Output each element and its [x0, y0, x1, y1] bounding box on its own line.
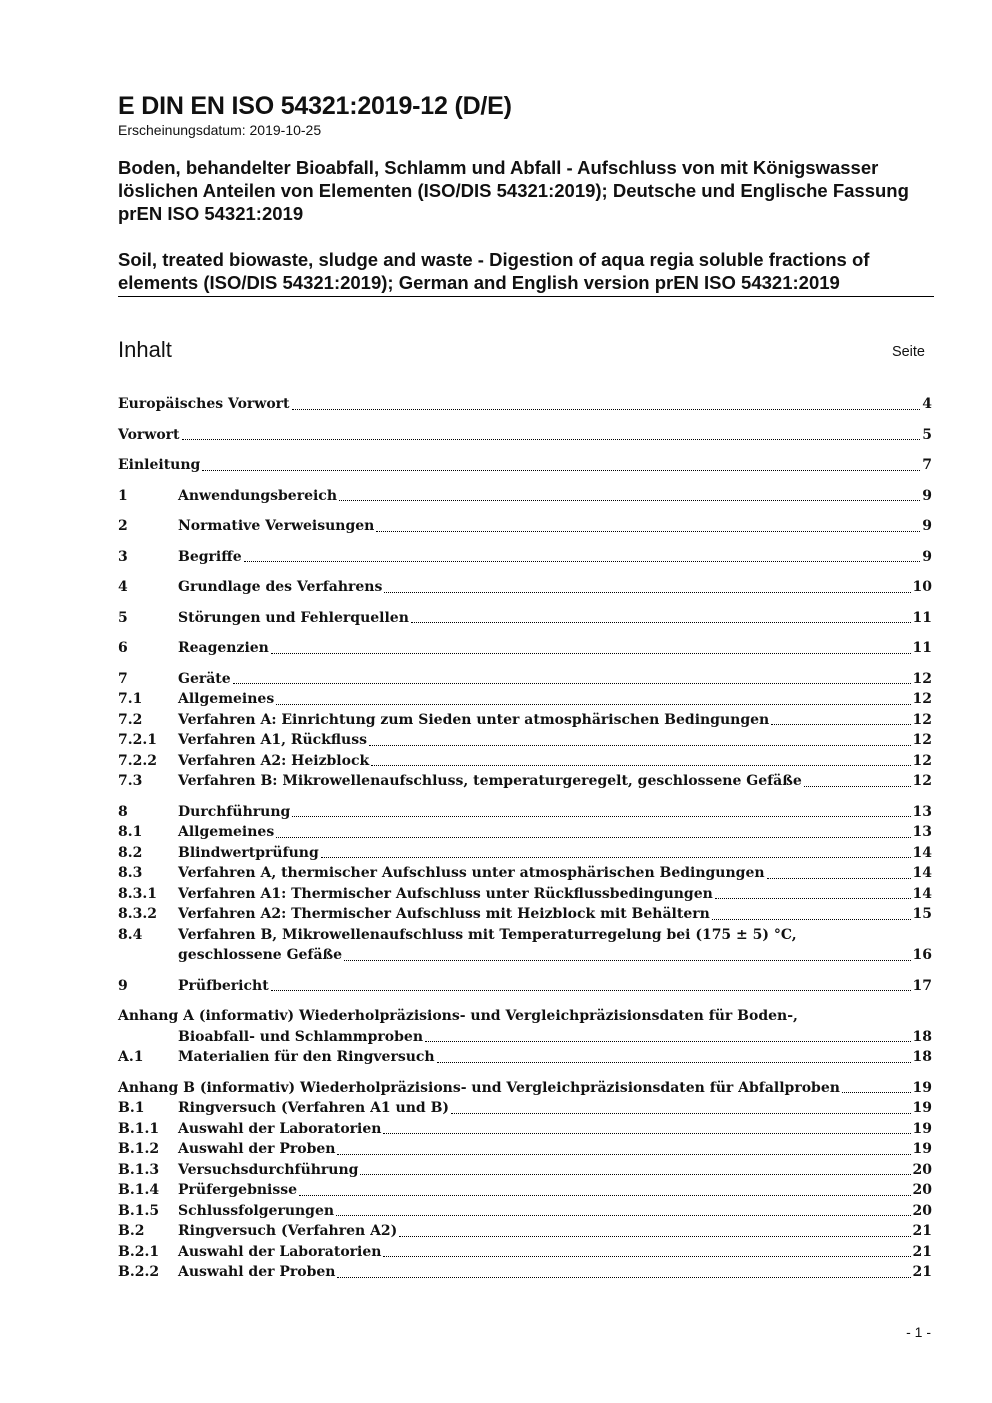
toc-entry-page: 21	[912, 1264, 932, 1280]
toc-entry-title: Prüfbericht	[178, 977, 269, 994]
toc-entry[interactable]	[118, 730, 932, 751]
toc-entry[interactable]	[118, 486, 932, 507]
toc-entry[interactable]	[118, 669, 932, 690]
toc-entry-number: 8.2	[118, 844, 143, 861]
toc-entry-title: Blindwertprüfung	[178, 844, 319, 861]
toc-entry-title: Europäisches Vorwort	[118, 396, 290, 412]
document-id: E DIN EN ISO 54321:2019-12 (D/E)	[118, 92, 512, 120]
toc-entry-page: 20	[912, 1182, 932, 1198]
toc-entry-page: 21	[912, 1223, 932, 1239]
toc-entry[interactable]	[118, 638, 932, 659]
toc-entry-number: 8.1	[118, 824, 143, 840]
toc-entry[interactable]	[118, 577, 932, 598]
toc-entry[interactable]	[118, 1098, 932, 1119]
toc-entry-page: 11	[912, 609, 932, 626]
toc-entry-number: A.1	[118, 1049, 144, 1065]
toc-entry-title: Durchführung	[178, 803, 291, 820]
toc-entry-title: Materialien für den Ringversuch	[178, 1049, 435, 1065]
toc-entry-title: Schlussfolgerungen	[178, 1202, 335, 1219]
toc-entry-title: Ringversuch (Verfahren A1 und B)	[178, 1100, 450, 1116]
toc-entry-number: B.1.2	[118, 1141, 160, 1157]
table-of-contents	[118, 394, 932, 1283]
toc-entry[interactable]	[118, 1180, 932, 1201]
toc-entry[interactable]	[118, 1201, 932, 1222]
toc-entry-page: 20	[912, 1161, 932, 1178]
toc-entry-page: 15	[912, 906, 932, 922]
toc-entry-page: 14	[912, 865, 932, 881]
toc-entry-page: 16	[912, 947, 932, 963]
toc-entry-title: Ringversuch (Verfahren A2)	[178, 1223, 398, 1239]
toc-entry-page: 17	[912, 977, 932, 994]
toc-entry-title: Prüfergebnisse	[178, 1182, 298, 1198]
toc-entry-number: 7.2	[118, 711, 143, 728]
toc-entry-number: 2	[118, 518, 128, 534]
toc-entry-page: 14	[912, 844, 932, 861]
toc-entry-page: 14	[912, 885, 932, 902]
toc-entry-number: B.2	[118, 1223, 145, 1239]
toc-entry-title: Anhang A (informativ) Wiederholpräzisions- und Vergleichpräzisionsdaten für Boden-,	[118, 1008, 798, 1024]
toc-entry[interactable]	[118, 1047, 932, 1068]
toc-entry[interactable]	[118, 925, 932, 946]
toc-entry[interactable]	[118, 843, 932, 864]
toc-entry[interactable]	[118, 884, 932, 905]
page-number: - 1 -	[906, 1324, 931, 1340]
toc-entry[interactable]	[118, 904, 932, 925]
toc-entry-page: 11	[912, 640, 932, 656]
toc-entry-page: 19	[912, 1141, 932, 1157]
toc-entry-page: 19	[912, 1120, 932, 1137]
toc-entry-continuation[interactable]	[118, 945, 932, 966]
toc-entry-continuation[interactable]	[118, 1027, 932, 1048]
toc-entry-page: 4	[922, 396, 932, 412]
toc-entry[interactable]	[118, 1242, 932, 1263]
toc-entry-number: 7	[118, 670, 128, 687]
toc-entry-number: 8.3	[118, 865, 143, 881]
toc-entry-number: B.1.5	[118, 1202, 160, 1219]
toc-entry-number: B.2.1	[118, 1243, 160, 1260]
toc-entry-page: 19	[912, 1100, 932, 1116]
toc-entry[interactable]	[118, 710, 932, 731]
toc-entry-annex[interactable]	[118, 1006, 932, 1027]
toc-entry-page: 7	[922, 457, 932, 473]
toc-entry-title: Grundlage des Verfahrens	[178, 579, 383, 595]
toc-entry-page: 12	[912, 732, 932, 748]
toc-entry[interactable]	[118, 547, 932, 568]
toc-entry-title: Verfahren B: Mikrowellenaufschluss, temperaturgeregelt, geschlossene Gefäße	[178, 773, 802, 789]
toc-entry[interactable]	[118, 863, 932, 884]
toc-entry[interactable]	[118, 1139, 932, 1160]
toc-entry-page: 9	[922, 487, 932, 504]
toc-entry[interactable]	[118, 976, 932, 997]
toc-entry-page: 9	[922, 518, 932, 534]
toc-entry-page: 12	[912, 670, 932, 687]
toc-entry-page: 12	[912, 773, 932, 789]
toc-page-label: Seite	[891, 344, 925, 360]
toc-entry-number: 8.3.2	[118, 906, 157, 922]
toc-entry-page: 5	[922, 426, 932, 443]
toc-entry-number: 7.3	[118, 773, 143, 789]
toc-entry[interactable]	[118, 822, 932, 843]
toc-entry-page: 12	[912, 691, 932, 707]
toc-entry[interactable]	[118, 1221, 932, 1242]
toc-entry-number: B.1	[118, 1100, 145, 1116]
toc-entry-number: 8.4	[118, 926, 143, 943]
toc-entry-title: Versuchsdurchführung	[178, 1161, 359, 1178]
toc-entry-number: 1	[118, 487, 128, 504]
toc-entry-page: 20	[912, 1202, 932, 1219]
toc-entry-page: 9	[922, 548, 932, 565]
publication-date: Erscheinungsdatum: 2019-10-25	[118, 122, 322, 138]
toc-heading: Inhalt	[118, 337, 172, 362]
document-header	[118, 92, 934, 297]
toc-entry-title: Reagenzien	[178, 640, 269, 656]
toc-entry-page: 10	[912, 579, 932, 595]
toc-entry-title: Allgemeines	[178, 691, 275, 707]
toc-entry-title: Verfahren A, thermischer Aufschluss unter atmosphärischen Bedingungen	[178, 865, 765, 881]
toc-entry-title: Normative Verweisungen	[178, 518, 375, 534]
toc-entry-number: B.1.1	[118, 1120, 160, 1137]
toc-entry-title: Auswahl der Laboratorien	[178, 1120, 382, 1137]
toc-entry-title: Verfahren A2: Thermischer Aufschluss mit Heizblock mit Behältern	[178, 906, 710, 922]
toc-entry-title: Vorwort	[118, 426, 180, 443]
toc-entry-number: 3	[118, 548, 128, 565]
toc-entry-title: Begriffe	[178, 548, 242, 565]
toc-entry[interactable]	[118, 802, 932, 823]
toc-entry[interactable]	[118, 425, 932, 446]
toc-entry-number: 7.2.2	[118, 752, 157, 769]
toc-entry-number: 9	[118, 977, 128, 994]
toc-entry-title: geschlossene Gefäße	[178, 947, 343, 963]
toc-entry-number: 4	[118, 579, 128, 595]
toc-entry[interactable]	[118, 689, 932, 710]
toc-entry-title: Auswahl der Laboratorien	[178, 1243, 382, 1260]
toc-entry-title: Anhang B (informativ) Wiederholpräzisions- und Vergleichpräzisionsdaten für Abfallproben	[118, 1079, 840, 1096]
toc-entry-number: 6	[118, 640, 128, 656]
toc-entry-number: 8	[118, 803, 128, 820]
toc-entry-number: 7.1	[118, 691, 143, 707]
toc-entry-title: Auswahl der Proben	[178, 1141, 336, 1157]
toc-entry-page: 21	[912, 1243, 932, 1260]
toc-entry-title: Einleitung	[118, 457, 201, 473]
toc-entry-page: 12	[912, 752, 932, 769]
toc-entry[interactable]	[118, 394, 932, 415]
toc-entry-number: 7.2.1	[118, 732, 157, 748]
toc-entry-title: Geräte	[178, 670, 231, 687]
toc-entry-title: Verfahren A: Einrichtung zum Sieden unter atmosphärischen Bedingungen	[178, 711, 770, 728]
toc-entry[interactable]	[118, 771, 932, 792]
toc-entry-title: Allgemeines	[178, 824, 275, 840]
toc-entry-page: 18	[912, 1049, 932, 1065]
toc-entry-number: B.1.3	[118, 1161, 160, 1178]
toc-entry-number: 5	[118, 609, 128, 626]
toc-entry-title: Verfahren A1: Thermischer Aufschluss unter Rückflussbedingungen	[178, 885, 713, 902]
toc-entry-number: 8.3.1	[118, 885, 157, 902]
title-german: Boden, behandelter Bioabfall, Schlamm und Abfall - Aufschluss von mit Königswasser löslichen Anteilen von Elementen (ISO/DIS 54321:2019); Deutsche und Englische Fassung prEN ISO 54321:2019	[118, 157, 909, 224]
toc-entry[interactable]	[118, 1119, 932, 1140]
toc-entry[interactable]	[118, 1160, 932, 1181]
toc-entry-title: Auswahl der Proben	[178, 1264, 336, 1280]
toc-entry-number: B.2.2	[118, 1264, 160, 1280]
toc-entry-title: Störungen und Fehlerquellen	[178, 609, 409, 626]
toc-entry-annex[interactable]	[118, 1078, 932, 1099]
toc-entry-title: Verfahren A2: Heizblock	[178, 752, 370, 769]
toc-entry-title: Anwendungsbereich	[178, 487, 337, 504]
toc-entry-page: 12	[912, 711, 932, 728]
toc-entry-page: 13	[912, 824, 932, 840]
toc-entry-title: Verfahren B, Mikrowellenaufschluss mit Temperaturregelung bei (175 ± 5) °C,	[178, 926, 797, 943]
toc-entry-number: B.1.4	[118, 1182, 160, 1198]
toc-entry[interactable]	[118, 608, 932, 629]
toc-entry-title: Bioabfall- und Schlammproben	[178, 1028, 423, 1045]
toc-entry-page: 13	[912, 803, 932, 820]
title-english: Soil, treated biowaste, sludge and waste - Digestion of aqua regia soluble fractions of elements (ISO/DIS 54321:2019); German and English version prEN ISO 54321:2019	[118, 248, 934, 297]
toc-entry-page: 18	[912, 1028, 932, 1045]
toc-entry[interactable]	[118, 1262, 932, 1283]
toc-entry-page: 19	[912, 1079, 932, 1096]
toc-entry[interactable]	[118, 455, 932, 476]
toc-entry[interactable]	[118, 751, 932, 772]
toc-entry-title: Verfahren A1, Rückfluss	[178, 732, 367, 748]
toc-entry[interactable]	[118, 516, 932, 537]
